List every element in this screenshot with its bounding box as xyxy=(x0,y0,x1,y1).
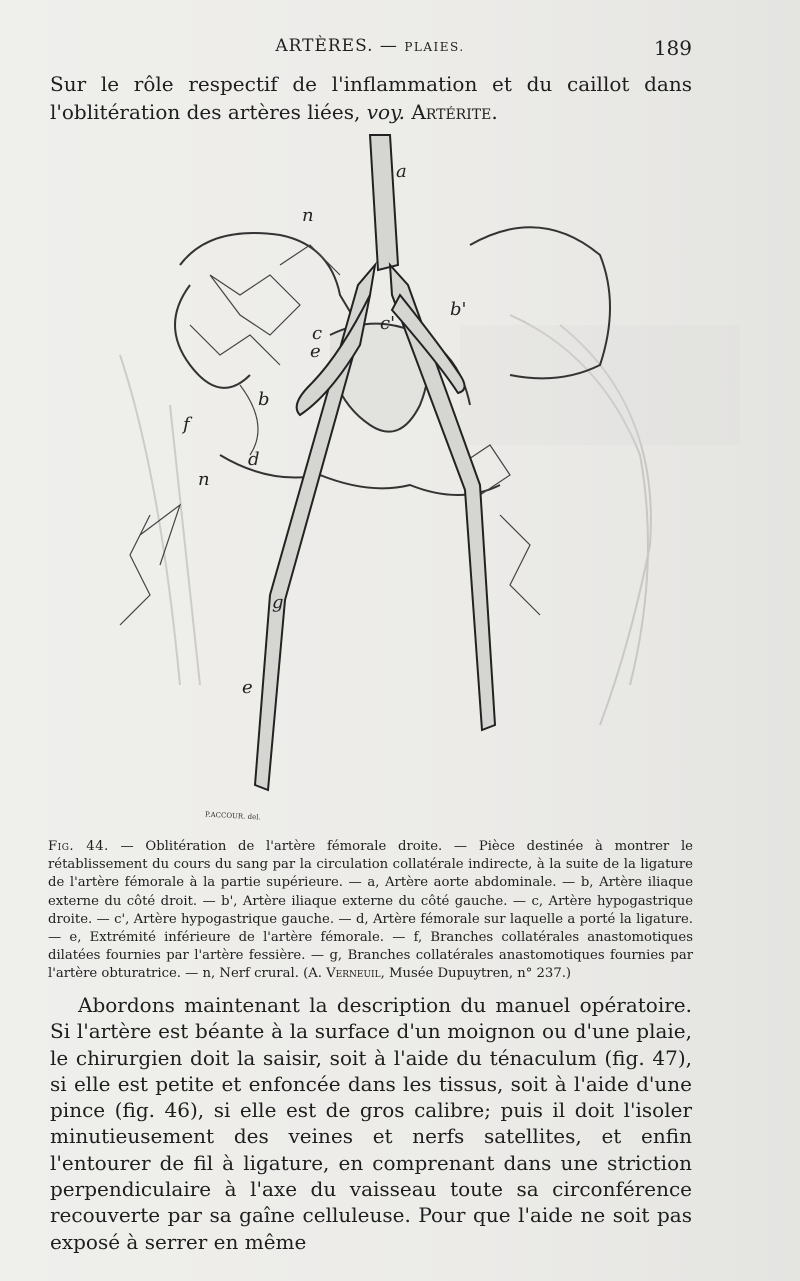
label-n-lower: n xyxy=(198,469,210,490)
label-n-upper: n xyxy=(302,205,314,226)
label-f: f xyxy=(183,414,190,435)
label-a: a xyxy=(396,161,407,182)
intro-paragraph xyxy=(50,70,692,126)
label-b-prime: b' xyxy=(450,299,467,320)
intro-reference: Artérite. xyxy=(411,100,498,124)
running-title-dash: — xyxy=(373,36,405,56)
page-number: 189 xyxy=(653,36,692,60)
intro-voy: voy. xyxy=(366,100,406,124)
running-header xyxy=(48,36,692,66)
caption-author: A. Verneuil xyxy=(308,966,381,982)
running-title-sub: PLAIES. xyxy=(404,40,465,54)
caption-fig-label: Fig. 44. xyxy=(48,839,109,854)
figure-illustration xyxy=(40,125,750,835)
label-b: b xyxy=(258,389,270,410)
caption-source: , Musée Dupuytren, n° 237.) xyxy=(380,966,572,982)
intro-text: Sur le rôle respectif de l'inflammation et du caillot dans l'oblitération des artères liées, xyxy=(50,72,692,124)
figure-caption xyxy=(48,838,693,984)
label-c: c xyxy=(312,323,323,344)
label-c-prime: c' xyxy=(380,313,396,334)
running-title-main: ARTÈRES. xyxy=(275,36,374,56)
arterial-tree xyxy=(255,135,495,790)
label-e-lower: e xyxy=(242,677,253,698)
caption-text: — Oblitération de l'artère fémorale droite. — Pièce destinée à montrer le rétablissement du cours du sang par la circulation collatérale indirecte, à la suite de la ligature de l'artère fémorale à la partie supérieure. — a, Artère aorte abdominale. — b, Artère iliaque externe du côté droit. — b', Artère iliaque externe du côté gauche. — c, Artère hypogastrique droite. — c', Artère hypogastrique gauche. — d, Artère fémorale sur laquelle a porté la ligature. — e, Extrémité inférieure de l'artère fémorale. — f, Branches collatérales anastomotiques dilatées fournies par l'artère fessière. — g, Branches collatérales anastomotiques fournies par l'artère obturatrice. — n, Nerf crural. ( xyxy=(48,839,693,982)
running-title xyxy=(48,36,692,56)
label-g: g xyxy=(272,592,284,613)
engraver-signature: P.ACCOUR. del. xyxy=(204,810,261,822)
label-e-upper: e xyxy=(310,341,321,362)
anatomical-figure xyxy=(40,125,750,835)
label-d: d xyxy=(248,449,260,470)
body-paragraph: Abordons maintenant la description du manuel opératoire. Si l'artère est béante à la surface d'un moignon ou d'une plaie, le chirurgien doit la saisir, soit à l'aide du ténaculum (fig. 47), si elle est petite et enfoncée dans les tissus, soit à l'aide d'une pince (fig. 46), si elle est de gros calibre; puis il doit l'isoler minutieusement des veines et nerfs satellites, et enfin l'entourer de fil à ligature, en comprenant dans une striction perpendiculaire à l'axe du vaisseau toute sa circonférence recouverte par sa gaîne celluleuse. Pour que l'aide ne soit pas exposé à serrer en même xyxy=(50,993,692,1254)
